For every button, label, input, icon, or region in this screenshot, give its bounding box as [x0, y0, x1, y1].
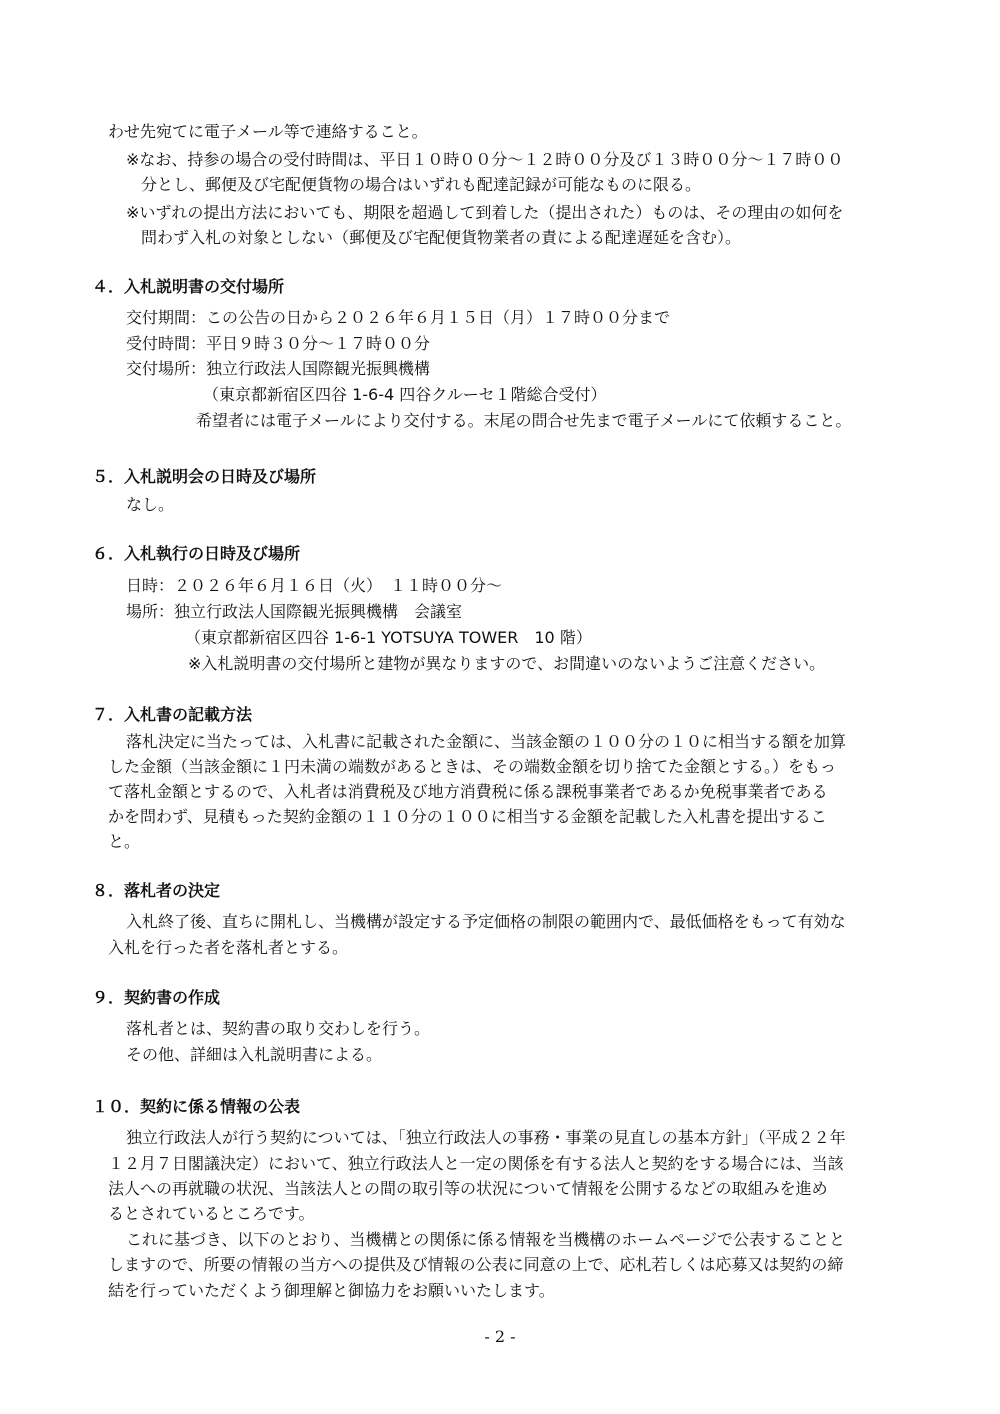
continuation-line: わせ先宛てに電子メール等で連絡すること。: [108, 122, 428, 141]
section-7-line: て落札金額とするので、入札者は消費税及び地方消費税に係る課税事業者であるか免税事業者である: [108, 782, 828, 801]
section-10-line: これに基づき、以下のとおり、当機構との関係に係る情報を当機構のホームページで公表することと: [126, 1230, 846, 1249]
page-number: - 2 -: [484, 1327, 516, 1346]
section-10-line: １２月７日閣議決定）において、独立行政法人と一定の関係を有する法人と契約をする場合には、当該: [108, 1154, 844, 1173]
section-10-line: るとされているところです。: [108, 1204, 315, 1223]
receipt-hours-note-cont: 分とし、郵便及び宅配便貨物の場合はいずれも配達記録が可能なものに限る。: [141, 175, 702, 194]
section-10-line: 法人への再就職の状況、当該法人との間の取引等の状況について情報を公開するなどの取組みを進め: [108, 1179, 828, 1198]
receipt-hours-note: ※なお、持参の場合の受付時間は、平日１０時００分～１２時００分及び１３時００分～１７時００: [126, 150, 844, 169]
section-9-line: 落札者とは、契約書の取り交わしを行う。: [126, 1019, 431, 1038]
section-7-line: かを問わず、見積もった契約金額の１１０分の１００に相当する金額を記載した入札書を提出するこ: [108, 807, 827, 826]
issue-place: 交付場所：独立行政法人国際観光振興機構: [126, 359, 431, 378]
section-7-line: 落札決定に当たっては、入札書に記載された金額に、当該金額の１００分の１０に相当する額を加算: [126, 732, 847, 751]
bid-building-note: ※入札説明書の交付場所と建物が異なりますので、お間違いのないようご注意ください。: [188, 654, 826, 673]
section-10-heading: １０．契約に係る情報の公表: [92, 1097, 301, 1116]
bid-address: （東京都新宿区四谷 1-6-1 YOTSUYA TOWER 10 階）: [185, 628, 592, 647]
section-8-line: 入札を行った者を落札者とする。: [108, 938, 349, 957]
bid-datetime: 日時：２０２６年６月１６日（火） １１時００分～: [126, 576, 503, 595]
section-8-line: 入札終了後、直ちに開札し、当機構が設定する予定価格の制限の範囲内で、最低価格をもって有効な: [126, 912, 846, 931]
section-7-heading: ７．入札書の記載方法: [92, 705, 253, 724]
section-9-line: その他、詳細は入札説明書による。: [126, 1045, 383, 1064]
deadline-note: ※いずれの提出方法においても、期限を超過して到着した（提出された）ものは、その理由の如何を: [126, 203, 844, 222]
section-10-line: 結を行っていただくよう御理解と御協力をお願いいたします。: [108, 1281, 555, 1300]
issue-period: 交付期間：この公告の日から２０２６年６月１５日（月）１７時００分まで: [126, 308, 671, 327]
reception-hours: 受付時間：平日９時３０分～１７時００分: [126, 334, 431, 353]
section-10-line: 独立行政法人が行う契約については、「独立行政法人の事務・事業の見直しの基本方針」（平成２２年: [126, 1128, 846, 1147]
section-10-line: しますので、所要の情報の当方への提供及び情報の公表に同意の上で、応札若しくは応募又は契約の締: [108, 1255, 844, 1274]
section-7-line: した金額（当該金額に１円未満の端数があるときは、その端数金額を切り捨てた金額とする。）をもっ: [108, 757, 837, 776]
section-9-heading: ９．契約書の作成: [92, 988, 221, 1007]
bid-place: 場所：独立行政法人国際観光振興機構 会議室: [126, 602, 463, 621]
briefing-none: なし。: [126, 495, 175, 514]
section-6-heading: ６．入札執行の日時及び場所: [92, 544, 301, 563]
email-issue-note: 希望者には電子メールにより交付する。末尾の問合せ先まで電子メールにて依頼すること。: [196, 411, 852, 430]
section-4-heading: ４．入札説明書の交付場所: [92, 277, 285, 296]
deadline-note-cont: 問わず入札の対象としない（郵便及び宅配便貨物業者の責による配達遅延を含む）。: [141, 228, 742, 247]
section-5-heading: ５．入札説明会の日時及び場所: [92, 467, 317, 486]
issue-address: （東京都新宿区四谷 1-6-4 四谷クルーセ１階総合受付）: [203, 385, 607, 404]
section-7-line: と。: [108, 832, 141, 851]
section-8-heading: ８．落札者の決定: [92, 881, 221, 900]
